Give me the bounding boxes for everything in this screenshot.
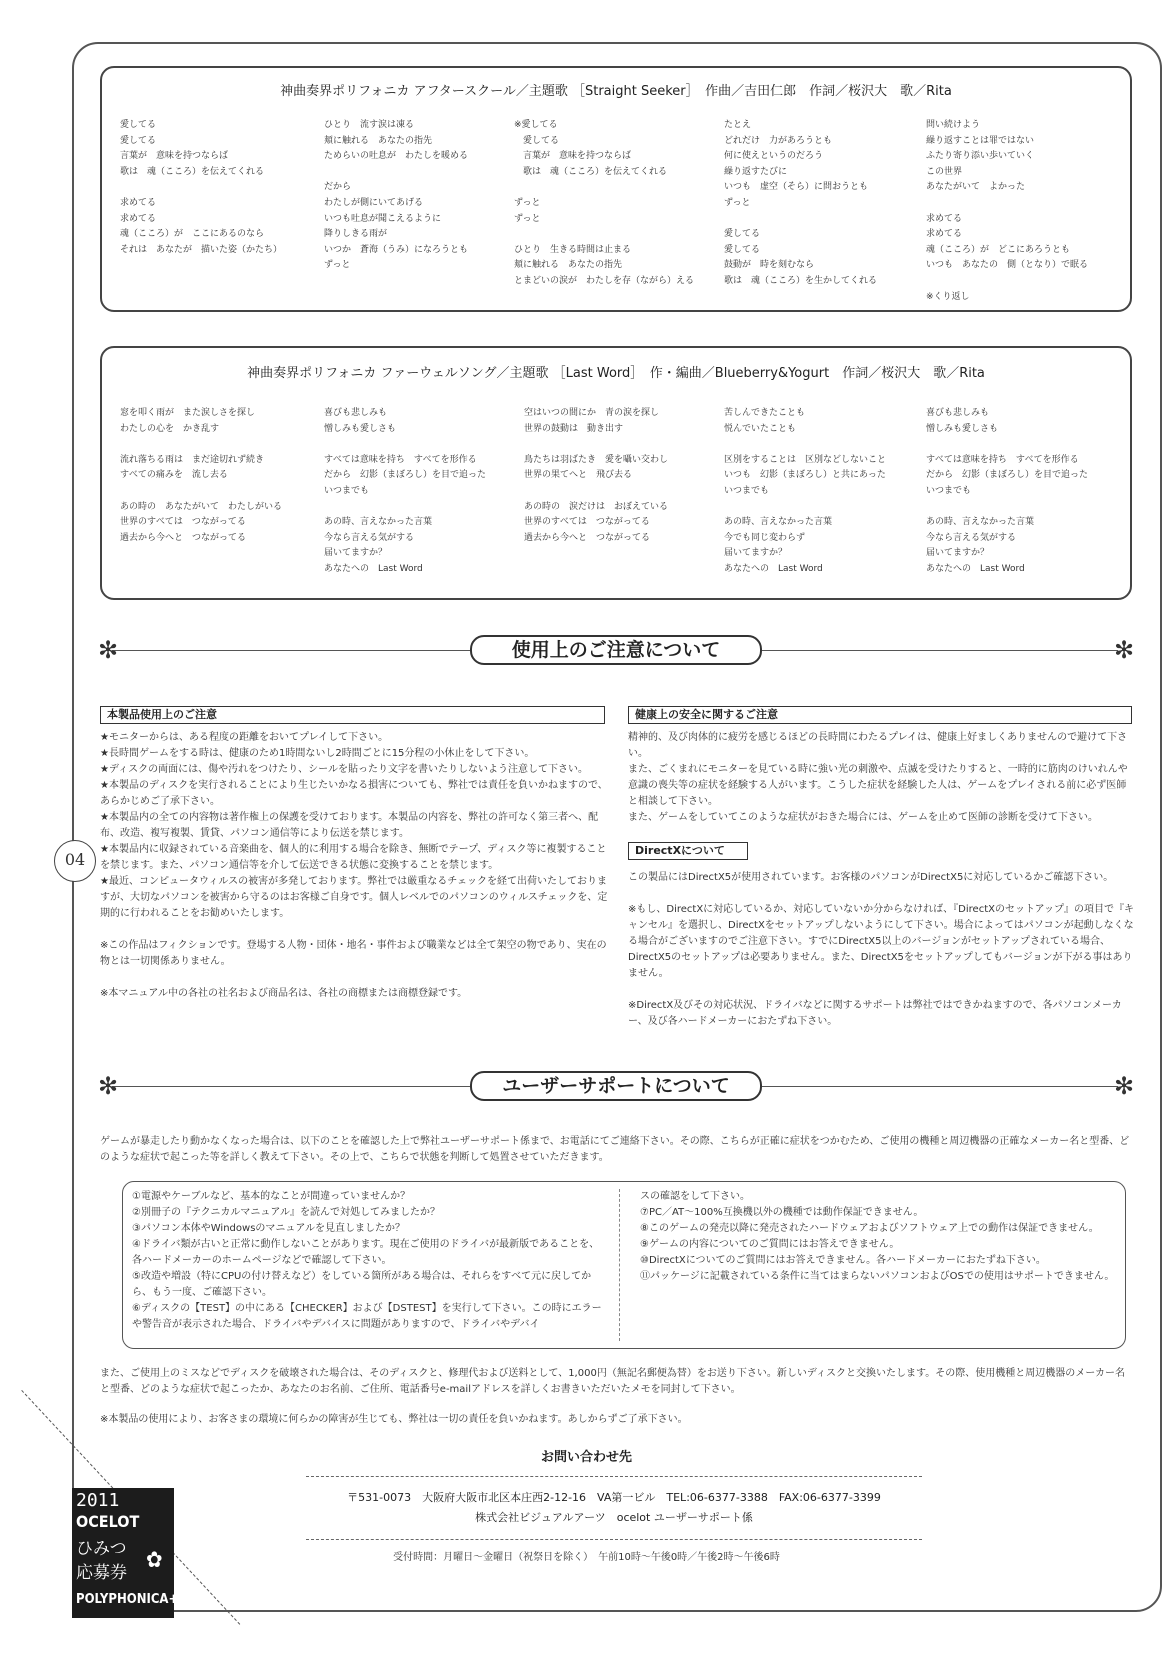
- paragraph: ⑪パッケージに記載されている条件に当てはまらないパソコンおよびOSでの使用はサポートできません。: [640, 1271, 1115, 1282]
- paragraph: [628, 886, 1134, 902]
- paragraph: ※本マニュアル中の各社の社名および商品名は、各社の商標または商標登録です。: [100, 988, 468, 999]
- directx-text: [628, 870, 1134, 1030]
- paragraph: [100, 970, 608, 986]
- asterisk-ornament-icon: ✻: [98, 636, 119, 664]
- lyrics-column: 苦しんできたことも 悦んでいたことも 区別をすることは 区別などしないこと いつも 幻影（まぼろし）と共にあった いつまでも あの時、言えなかった言葉 今でも同じ変わらず 届いてますか？ あなたへの Last Word: [724, 408, 887, 574]
- product-notes-text: [100, 730, 608, 1002]
- contact-address: 〒531-0073 大阪府大阪市北区本庄西2-12-16 VA第一ビル TEL:06-6377-3388 FAX:06-6377-3399: [347, 1491, 881, 1504]
- checklist-divider: [619, 1189, 620, 1341]
- paragraph: ②別冊子の『テクニカルマニュアル』を読んで対処してみましたか？: [132, 1207, 440, 1218]
- contact-title: お問い合わせ先: [540, 1450, 632, 1465]
- paragraph: ⑤改造や増設（特にCPUの付け替えなど）をしている箇所がある場合は、それらをすべて元に戻してから、もう一度、ご確認下さい。: [132, 1271, 592, 1298]
- paragraph: ④ドライバ類が古いと正常に動作しないことがあります。現在ご使用のドライバが最新版であることを、各ハードメーカーのホームページなどで確認して下さい。: [132, 1239, 600, 1266]
- paragraph: ★本製品のディスクを実行されることにより生じたいかなる損害についても、弊社では責任を負いかねますので、あらかじめご了承下さい。: [100, 780, 608, 807]
- paragraph: ⑦PC／AT～100%互換機以外の機種では動作保証できません。: [640, 1207, 924, 1218]
- lyrics-column: 愛してる 愛してる 言葉が 意味を持つならば 歌は 魂（こころ）を伝えてくれる 求めてる 求めてる 魂（こころ）が ここにあるのなら それは あなたが 描いた姿（かたち）: [120, 120, 283, 255]
- checklist-right: [640, 1189, 1116, 1285]
- paragraph: ⑨ゲームの内容についてのご質問にはお答えできません。: [640, 1239, 900, 1250]
- lyrics-box-last-word: [100, 346, 1132, 600]
- section-title-support: ユーザーサポートについて: [470, 1071, 762, 1101]
- checklist-left: [132, 1189, 602, 1333]
- contact-company: 株式会社ビジュアルアーツ ocelot ユーザーサポート係: [475, 1511, 753, 1524]
- paragraph: ★長時間ゲームをする時は、健康のため1時間ないし2時間ごとに15分程の小休止をして下さい。: [100, 748, 535, 759]
- health-notes-heading: 健康上の安全に関するご注意: [628, 706, 1132, 724]
- paragraph: ※この作品はフィクションです。登場する人物・団体・地名・事件および職業などは全て架空の物であり、実在の物とは一切関係ありません。: [100, 940, 607, 967]
- paragraph: ⑧このゲームの発売以降に発売されたハードウェアおよびソフトウェア上での動作は保証できません。: [640, 1223, 1099, 1234]
- paragraph: ★本製品内の全ての内容物は著作権上の保護を受けております。本製品の内容を、弊社の許可なく第三者へ、配布、改造、複写複製、賃貸、パソコン通信等により伝送を禁じます。: [100, 812, 599, 839]
- paragraph: [100, 922, 608, 938]
- contact-box: [306, 1476, 922, 1540]
- paragraph: ③パソコン本体やWindowsのマニュアルを見直しましたか？: [132, 1223, 406, 1234]
- paragraph: また、ゲームをしていてこのような症状がおきた場合には、ゲームを止めて医師の診断を受けて下さい。: [628, 812, 1098, 823]
- coupon-product: POLYPHONICA+: [76, 1592, 179, 1607]
- lyrics-column: ひとり 流す涙は凍る 頬に触れる あなたの指先 ためらいの吐息が わたしを暖める だから わたしが側にいてあげる いつも吐息が聞こえるように 降りしきる雨が いつか 蒼海（うみ）になろうとも ずっと: [324, 120, 469, 271]
- paragraph: ※DirectX及びその対応状況、ドライバなどに関するサポートは弊社ではできかねますので、各パソコンメーカー、及び各ハードメーカーにおたずね下さい。: [628, 1000, 1122, 1027]
- disk-replacement-note: また、ご使用上のミスなどでディスクを破壊された場合は、そのディスクと、修理代および送料として、1,000円（無記名郵便為替）をお送り下さい。新しいディスクと交換いたします。その際、使用機種と周辺機器のメーカー名と型番、どのような症状で起こったか、あなたのお名前、ご住所、電話番号e-mailアドレスを詳しくお書きいただいたメモを同封して下さい。: [100, 1368, 1126, 1395]
- coupon-line2: 応募券: [76, 1563, 127, 1583]
- paragraph: ★本製品内に収録されている音楽曲を、個人的に利用する場合を除き、無断でテープ、ディスク等に複製することを禁じます。また、パソコン通信等を介して伝送できる状態に変換することを禁じます。: [100, 844, 607, 871]
- coupon-year: 2011: [76, 1490, 120, 1511]
- lyrics-column: 喜びも悲しみも 憎しみも愛しさも すべては意味を持ち すべてを形作る だから 幻影（まぼろし）を目で追った いつまでも あの時、言えなかった言葉 今なら言える気がする 届いてますか？ あなたへの Last Word: [324, 408, 487, 574]
- paragraph: ★モニターからは、ある程度の距離をおいてプレイして下さい。: [100, 732, 389, 743]
- directx-heading: DirectXについて: [628, 842, 748, 860]
- coupon-brand: OCELOT: [76, 1512, 140, 1531]
- paragraph: ★ディスクの両面には、傷や汚れをつけたり、シールを貼ったり文字を書いたりしないよう注意して下さい。: [100, 764, 588, 775]
- lyrics-title: 神曲奏界ポリフォニカ アフタースクール／主題歌 ［Straight Seeker］ 作曲／吉田仁郎 作詞／桜沢大 歌／Rita: [280, 84, 952, 99]
- section-title-usage: 使用上のご注意について: [470, 635, 762, 665]
- disclaimer-note: ※本製品の使用により、お客さまの環境に何らかの障害が生じても、弊社は一切の責任を負いかねます。あしからずご了承下さい。: [100, 1414, 688, 1425]
- paragraph: スの確認をして下さい。: [640, 1191, 750, 1202]
- lyrics-column: 喜びも悲しみも 憎しみも愛しさも すべては意味を持ち すべてを形作る だから 幻影（まぼろし）を目で追った いつまでも あの時、言えなかった言葉 今なら言える気がする 届いてますか？ あなたへの Last Word: [926, 408, 1089, 574]
- lyrics-column: たとえ どれだけ 力があろうとも 何に使えというのだろう 繰り返すたびに いつも 虚空（そら）に問おうとも ずっと 愛してる 愛してる 鼓動が 時を刻むなら 歌は 魂（こころ）を生かしてくれる: [724, 120, 878, 286]
- support-intro: ゲームが暴走したり動かなくなった場合は、以下のことを確認した上で弊社ユーザーサポート係まで、お電話にてご連絡下さい。その際、こちらが正確に症状をつかむため、ご使用の機種と周辺機器の正確なメーカー名と型番、どのような症状で起こった等を詳しく教えて下さい。その上で、こちらで状態を判断して処置させていただきます。: [100, 1136, 1130, 1163]
- paragraph: ①電源やケーブルなど、基本的なことが間違っていませんか？: [132, 1191, 411, 1202]
- paragraph: [628, 982, 1134, 998]
- paragraph: ⑥ディスクの【TEST】の中にある【CHECKER】および【DSTEST】を実行して下さい。この時にエラーや警告音が表示された場合、ドライバやデバイスに問題がありますので、ドライバやデバイ: [132, 1303, 602, 1330]
- contact-hours: 受付時間：月曜日～金曜日（祝祭日を除く） 午前10時～午後0時／午後2時～午後6時: [393, 1552, 780, 1563]
- product-notes-heading: 本製品使用上のご注意: [100, 706, 605, 724]
- lyrics-column: 問い続けよう 繰り返すことは罪ではない ふたり寄り添い歩いていく この世界 あなたがいて よかった 求めてる 求めてる 魂（こころ）が どこにあろうとも いつも あなたの 側（となり）で眠る ※くり返し: [926, 120, 1089, 302]
- asterisk-ornament-icon: ✻: [1114, 1072, 1135, 1100]
- paragraph: また、ごくまれにモニターを見ている時に強い光の刺激や、点滅を受けたりすると、一時的に筋肉のけいれんや意識の喪失等の症状を経験する人がいます。こうした症状を経験した人は、ゲームをプレイされる前に必ず医師と相談して下さい。: [628, 764, 1128, 807]
- paragraph: ★最近、コンピュータウィルスの被害が多発しております。弊社では厳重なるチェックを経て出荷いたしておりますが、大切なパソコンを被害から守るのはお客様ご自身です。個人レベルでのパソコンのウィルスチェックを、定期的に行われることをお勧めいたします。: [100, 876, 608, 919]
- lyrics-column: ※愛してる 愛してる 言葉が 意味を持つならば 歌は 魂（こころ）を伝えてくれる ずっと ずっと ひとり 生きる時間は止まる 頬に触れる あなたの指先 とまどいの涙が わたしを存（ながら）える: [514, 120, 695, 286]
- asterisk-ornament-icon: ✻: [1114, 636, 1135, 664]
- paragraph: この製品にはDirectX5が使用されています。お客様のパソコンがDirectX5に対応しているかご確認下さい。: [628, 872, 1114, 883]
- paragraph: ※もし、DirectXに対応しているか、対応していないか分からなければ、『DirectXのセットアップ』の項目で『キャンセル』を選択し、DirectXをセットアップしないようにして下さい。場合によってはパソコンが起動しなくなる場合がございますのでご注意下さい。すでにDirectX5以上のバージョンがセットアップされている場合、DirectX5のセットアップは必要ありません。また、DirectX5をセットアップしてもバージョンが下がる事はありません。: [628, 904, 1134, 979]
- health-notes-text: [628, 730, 1134, 826]
- asterisk-ornament-icon: ✻: [98, 1072, 119, 1100]
- paragraph: ⑩DirectXについてのご質問にはお答えできません。各ハードメーカーにおたずね下さい。: [640, 1255, 1046, 1266]
- lyrics-column: 空はいつの間にか 青の涙を探し 世界の鼓動は 動き出す 鳥たちは羽ばたき 愛を囁い交わし 世界の果てへと 飛び去る あの時の 涙だけは おぼえている 世界のすべては つながってる 過去から今へと つながってる: [524, 408, 669, 543]
- lyrics-column: 窓を叩く雨が また涙しさを探し わたしの心を かき乱す 流れ落ちる雨は まだ途切れず続き すべての痛みを 流し去る あの時の あなたがいて わたしがいる 世界のすべては つながってる 過去から今へと つながってる: [120, 408, 283, 543]
- page-number: 04: [54, 840, 96, 882]
- lyrics-title: 神曲奏界ポリフォニカ ファーウェルソング／主題歌 ［Last Word］ 作・編曲／Blueberry&Yogurt 作詞／桜沢大 歌／Rita: [247, 366, 985, 381]
- lyrics-box-straight-seeker: [100, 66, 1132, 312]
- coupon-line1: ひみつ: [76, 1539, 127, 1559]
- secret-coupon[interactable]: [72, 1488, 179, 1618]
- flower-icon: ✿: [146, 1548, 163, 1573]
- paragraph: 精神的、及び肉体的に疲労を感じるほどの長時間にわたるプレイは、健康上好ましくありませんので避けて下さい。: [628, 732, 1128, 759]
